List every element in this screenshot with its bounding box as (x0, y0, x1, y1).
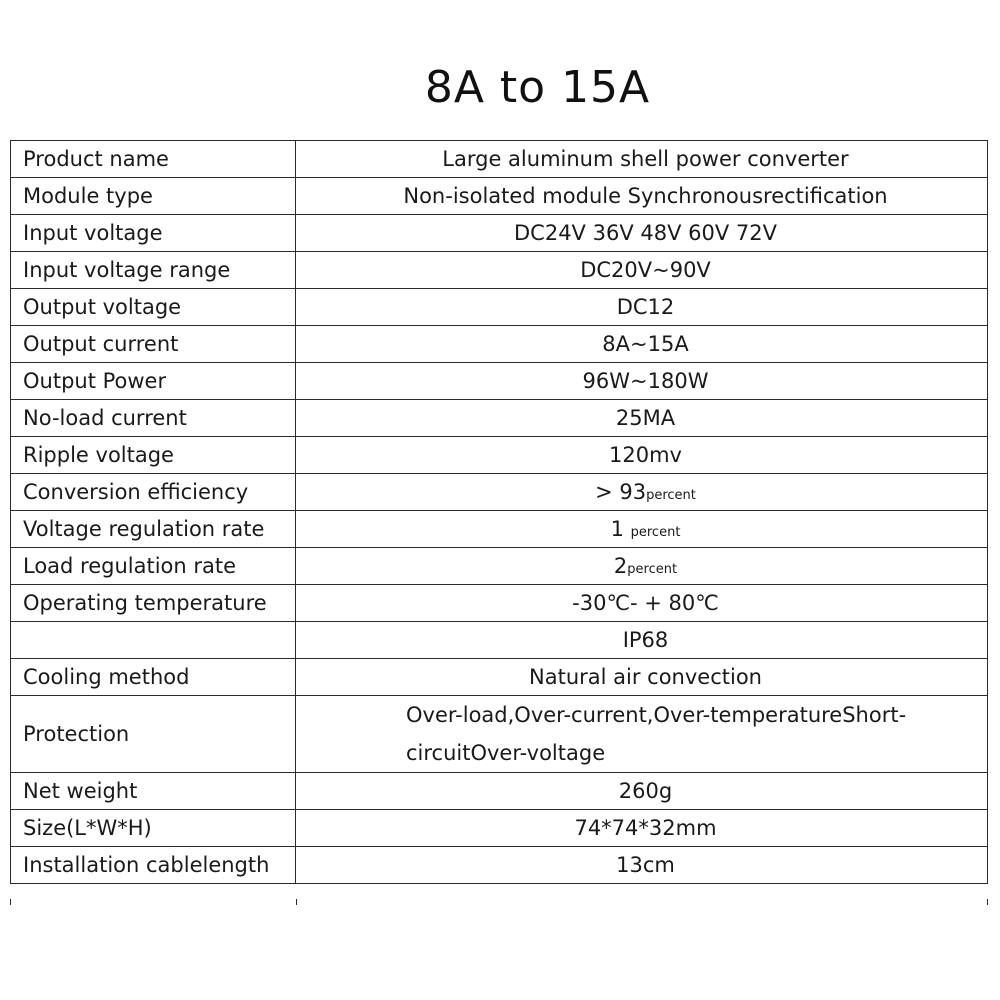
row-label-no-load-current: No-load current (11, 400, 296, 437)
row-label-output-current: Output current (11, 326, 296, 363)
row-value-operating-temperature: -30℃- + 80℃ (296, 585, 988, 622)
row-label-net-weight: Net weight (11, 773, 296, 810)
table-row (11, 178, 988, 215)
row-value-size: 74*74*32mm (296, 810, 988, 847)
row-label-voltage-regulation-rate: Voltage regulation rate (11, 511, 296, 548)
row-label-load-regulation-rate: Load regulation rate (11, 548, 296, 585)
row-label-input-voltage: Input voltage (11, 215, 296, 252)
efficiency-number: > 93 (595, 480, 647, 504)
efficiency-unit: percent (646, 488, 696, 503)
row-value-protection: Over-load,Over-current,Over-temperatureShort-circuitOver-voltage (296, 696, 988, 773)
row-value-output-power: 96W~180W (296, 363, 988, 400)
table-row (11, 585, 988, 622)
table-bottom-divider (296, 899, 297, 905)
row-value-product-name: Large aluminum shell power converter (296, 141, 988, 178)
row-value-input-voltage-range: DC20V~90V (296, 252, 988, 289)
table-row (11, 810, 988, 847)
row-value-ip-rating: IP68 (296, 622, 988, 659)
row-label-operating-temperature: Operating temperature (11, 585, 296, 622)
row-label-input-voltage-range: Input voltage range (11, 252, 296, 289)
row-value-load-regulation-rate (296, 548, 988, 585)
table-row (11, 252, 988, 289)
row-value-net-weight: 260g (296, 773, 988, 810)
row-label-output-voltage: Output voltage (11, 289, 296, 326)
table-row (11, 215, 988, 252)
row-label-size: Size(L*W*H) (11, 810, 296, 847)
voltage-regulation-unit: percent (630, 525, 681, 540)
table-row (11, 289, 988, 326)
spec-table (10, 140, 988, 884)
row-label-installation-cable-length: Installation cablelength (11, 847, 296, 884)
row-label-empty (11, 622, 296, 659)
row-label-conversion-efficiency: Conversion efficiency (11, 474, 296, 511)
table-row (11, 363, 988, 400)
load-regulation-number: 2 (613, 554, 628, 578)
table-row (11, 437, 988, 474)
row-value-conversion-efficiency (296, 474, 988, 511)
row-value-installation-cable-length: 13cm (296, 847, 988, 884)
row-label-protection: Protection (11, 696, 296, 773)
table-row (11, 474, 988, 511)
row-value-output-current: 8A~15A (296, 326, 988, 363)
load-regulation-unit: percent (627, 562, 678, 577)
row-value-output-voltage: DC12 (296, 289, 988, 326)
row-label-product-name: Product name (11, 141, 296, 178)
row-label-module-type: Module type (11, 178, 296, 215)
table-row (11, 548, 988, 585)
row-label-output-power: Output Power (11, 363, 296, 400)
table-row (11, 326, 988, 363)
row-value-voltage-regulation-rate (296, 511, 988, 548)
table-row (11, 141, 988, 178)
row-value-cooling-method: Natural air convection (296, 659, 988, 696)
table-row (11, 659, 988, 696)
row-label-cooling-method: Cooling method (11, 659, 296, 696)
row-value-ripple-voltage: 120mv (296, 437, 988, 474)
table-row (11, 696, 988, 773)
row-value-no-load-current: 25MA (296, 400, 988, 437)
table-row (11, 773, 988, 810)
page-title: 8A to 15A (424, 62, 651, 113)
row-value-module-type: Non-isolated module Synchronousrectification (296, 178, 988, 215)
voltage-regulation-number: 1 (610, 517, 624, 541)
table-row (11, 400, 988, 437)
table-row (11, 511, 988, 548)
table-bottom-edge (10, 899, 988, 905)
row-label-ripple-voltage: Ripple voltage (11, 437, 296, 474)
table-row (11, 622, 988, 659)
table-row (11, 847, 988, 884)
row-value-input-voltage: DC24V 36V 48V 60V 72V (296, 215, 988, 252)
